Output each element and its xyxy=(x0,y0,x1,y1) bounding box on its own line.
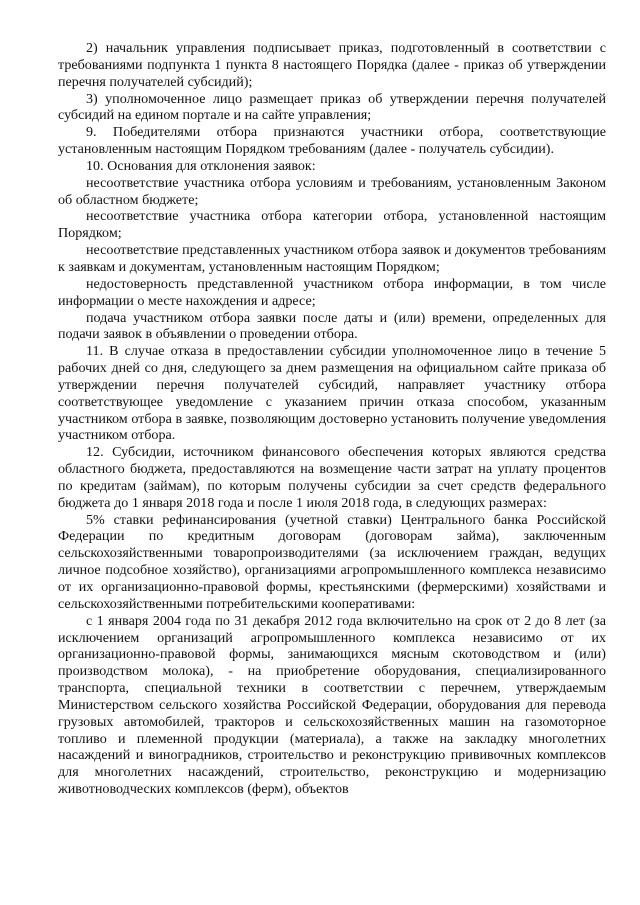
paragraph-10-rejection-grounds: 10. Основания для отклонения заявок: xyxy=(86,157,316,174)
subsidy-period-paragraph: с 1 января 2004 года по 31 декабря 2012 года включительно на срок от 2 до 8 лет (за исключением организаций агропромышленного комплекса независимо от их организационно-правовой формы, занимающихся мясным скотоводством и (или) производством молока), - на приобретение оборудования, специализированного транспорта, специальной техники в соответствии с перечнем, утверждаемым Министерством сельского хозяйства Российской Федерации, оборудования для перевода грузовых автомобилей, тракторов и сельскохозяйственных машин на газомоторное топливо и племенной продукции (материала), а также на закладку многолетних насаждений и виноградников, строительство и реконструкцию прививочных комплексов для многолетних насаждений, строительство, реконструкцию и модернизацию животноводческих комплексов (ферм), объектов xyxy=(58,612,606,798)
rejection-ground-4: недостоверность представленной участником отбора информации, в том числе информации о месте нахождения и адресе; xyxy=(58,275,606,309)
rejection-ground-1: несоответствие участника отбора условиям и требованиям, установленным Законом об областном бюджете; xyxy=(58,174,606,208)
rejection-ground-3: несоответствие представленных участником отбора заявок и документов требованиям к заявкам и документам, установленным настоящим Порядком; xyxy=(58,242,606,275)
rejection-ground-2: несоответствие участника отбора категории отбора, установленной настоящим Порядком; xyxy=(58,208,606,242)
paragraph-11-refusal-notice: 11. В случае отказа в предоставлении субсидии уполномоченное лицо в течение 5 рабочих дней со дня, следующего за днем размещения на официальном сайте приказа об утверждении перечня получателей субсидий, направляет участнику отбора соответствующее уведомление с указанием причин отказа способом, указанным участником отбора в заявке, позволяющим достоверно установить получение уведомления участником отбора. xyxy=(58,343,606,444)
paragraph-12-subsidy-amounts: 12. Субсидии, источником финансового обеспечения которых являются средства областного бюджета, предоставляются на возмещение части затрат на уплату процентов по кредитам (займам), по которым получены субсидии за счет средств федерального бюджета до 1 января 2018 года и после 1 июля 2018 года, в следующих размерах: xyxy=(58,444,606,511)
paragraph-item-2-signing: 2) начальник управления подписывает приказ, подготовленный в соответствии с требованиями подпункта 1 пункта 8 настоящего Порядка (далее - приказ об утверждении перечня получателей субсидий); xyxy=(58,40,606,90)
rejection-ground-5: подача участником отбора заявки после даты и (или) времени, определенных для подачи заявок в объявлении о проведении отбора. xyxy=(58,309,606,343)
document-page xyxy=(58,40,606,798)
paragraph-item-3-publishing: 3) уполномоченное лицо размещает приказ об утверждении перечня получателей субсидий на едином портале и на сайте управления; xyxy=(58,90,606,124)
paragraph-9-winners: 9. Победителями отбора признаются участники отбора, соответствующие установленным настоящим Порядком требованиям (далее - получатель субсидии). xyxy=(58,124,606,158)
subsidy-rate-paragraph: 5% ставки рефинансирования (учетной ставки) Центрального банка Российской Федерации по кредитным договорам (договорам займа), заключенным сельскохозяйственными товаропроизводителями (за исключением граждан, ведущих личное подсобное хозяйство), организациями агропромышленного комплекса независимо от их организационно-правовой формы, крестьянскими (фермерскими) хозяйствами и сельскохозяйственными потребительскими кооперативами: xyxy=(58,511,606,612)
